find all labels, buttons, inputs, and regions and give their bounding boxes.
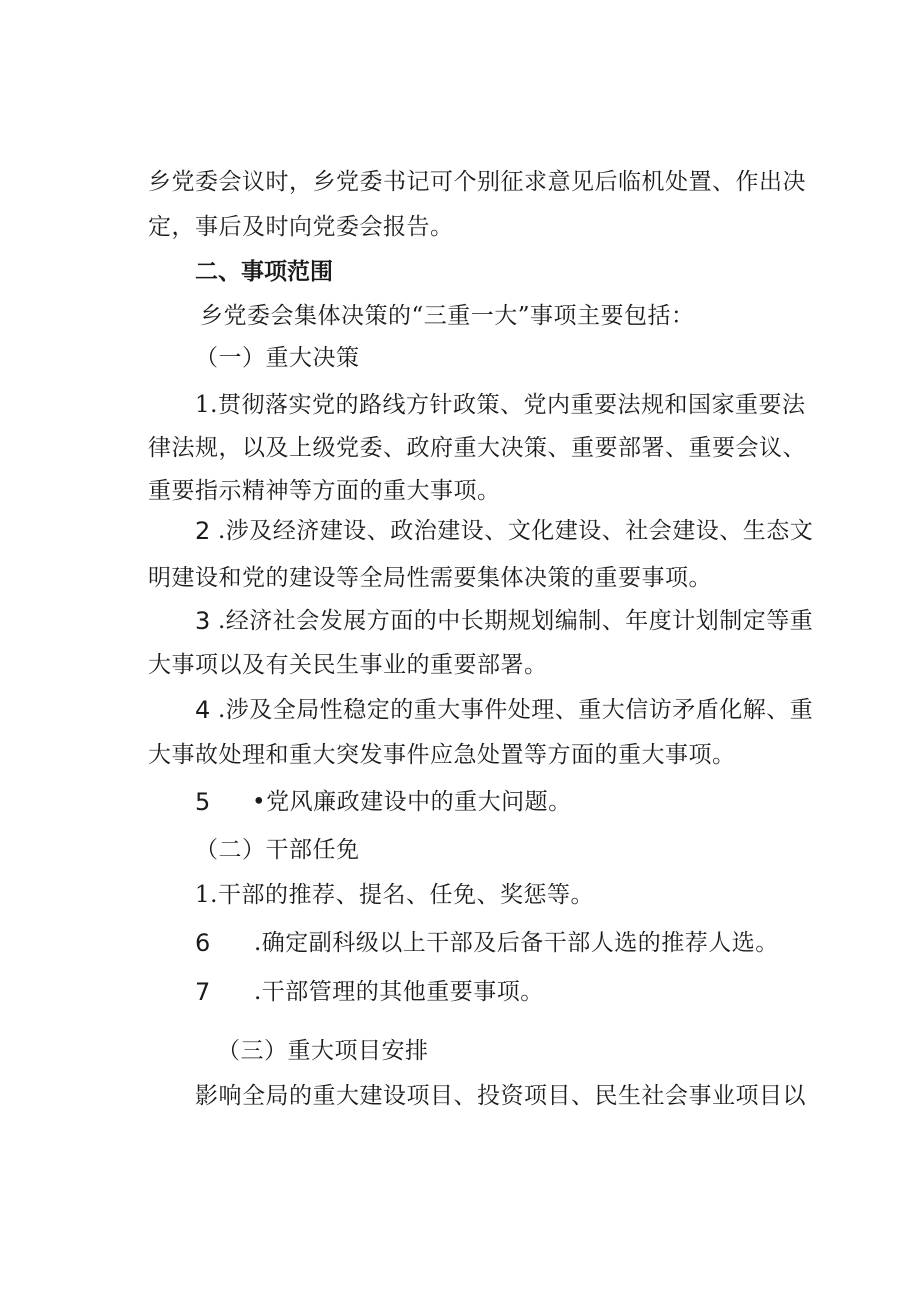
paragraph-line: 乡党委会议时，乡党委书记可个别征求意见后临机处置、作出决 <box>148 169 806 195</box>
list-item-line: .干部管理的其他重要事项。 <box>254 979 544 1005</box>
list-item-line: .确定副科级以上干部及后备干部人选的推荐人选。 <box>254 930 779 956</box>
list-item-line: 明建设和党的建设等全局性需要集体决策的重要事项。 <box>148 565 712 591</box>
list-item-number: 6 <box>195 929 211 957</box>
subsection-title: （一）重大决策 <box>195 345 360 371</box>
intro-text: 乡党委会集体决策的“三重一大”事项主要包括： <box>200 303 695 329</box>
paragraph-line: 影响全局的重大建设项目、投资项目、民生社会事业项目以 <box>195 1083 806 1109</box>
list-item-line: 1.贯彻落实党的路线方针政策、党内重要法规和国家重要法 <box>195 392 806 418</box>
paragraph-line: 定，事后及时向党委会报告。 <box>148 214 454 240</box>
list-item-number: 2 <box>195 517 211 545</box>
list-item-line: 1.干部的推荐、提名、任免、奖惩等。 <box>195 882 594 908</box>
list-item-line: 大事故处理和重大突发事件应急处置等方面的重大事项。 <box>148 742 736 768</box>
list-item-line: •党风廉政建设中的重大问题。 <box>252 789 572 815</box>
section-heading: 二、事项范围 <box>195 259 333 285</box>
list-item-line: 重要指示精神等方面的重大事项。 <box>148 478 501 504</box>
list-item-line: .涉及经济建设、政治建设、文化建设、社会建设、生态文 <box>218 518 814 544</box>
subsection-title: （二）干部任免 <box>195 837 360 863</box>
list-item-line: 大事项以及有关民生事业的重要部署。 <box>148 652 548 678</box>
list-item-number: 4 <box>195 696 211 724</box>
list-item-number: 3 <box>195 607 211 635</box>
list-item-number: 7 <box>195 978 211 1006</box>
list-item-line: 律法规，以及上级党委、政府重大决策、重要部署、重要会议、 <box>148 435 806 461</box>
list-item-line: .经济社会发展方面的中长期规划编制、年度计划制定等重 <box>218 608 814 634</box>
subsection-title: （三）重大项目安排 <box>217 1038 429 1064</box>
list-item-line: .涉及全局性稳定的重大事件处理、重大信访矛盾化解、重 <box>218 697 814 723</box>
list-item-number: 5 <box>195 788 211 816</box>
